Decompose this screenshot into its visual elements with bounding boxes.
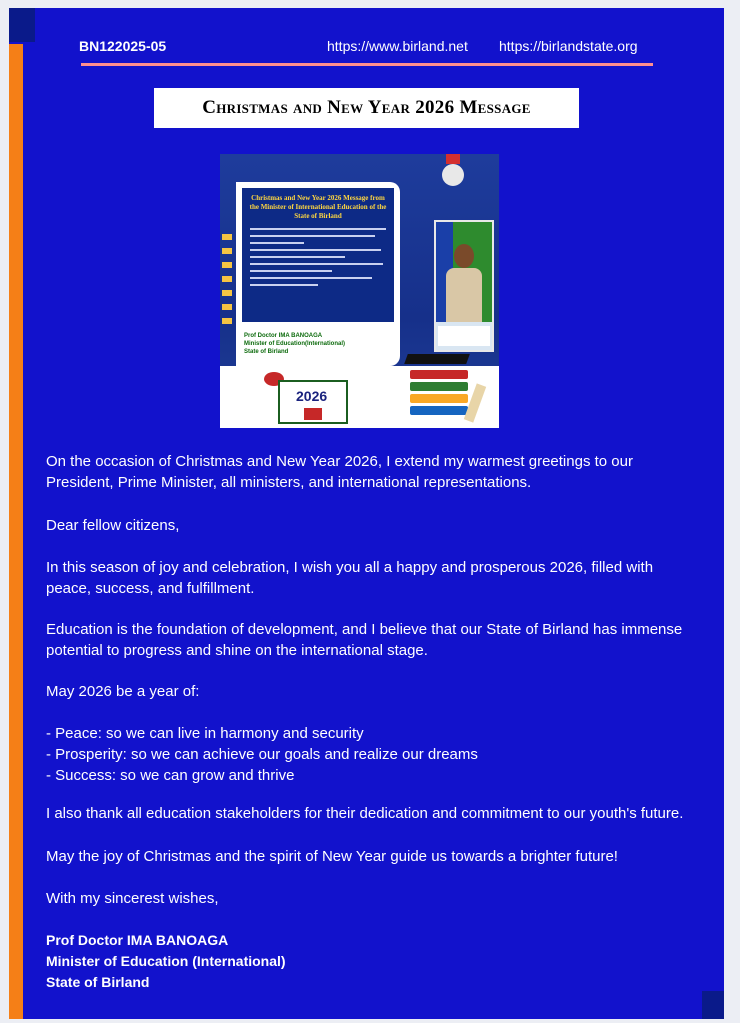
accent-bar <box>9 44 23 1019</box>
christmas-ornament-icon <box>442 164 464 186</box>
tinsel-decoration <box>222 234 232 324</box>
signatory-organization: State of Birland <box>46 974 150 990</box>
poster-text-block <box>250 228 386 291</box>
signature-block <box>46 930 286 993</box>
page-title: Christmas and New Year 2026 Message <box>202 97 531 118</box>
message-greeting: Dear fellow citizens, <box>46 517 180 534</box>
ornament-bow-icon <box>446 154 460 164</box>
gift-bow-icon <box>304 408 322 420</box>
letter-page <box>9 8 724 1019</box>
signatory-position: Minister of Education (International) <box>46 953 286 969</box>
title-banner <box>154 88 579 128</box>
wishes-list <box>46 723 478 786</box>
minister-portrait <box>434 220 494 352</box>
corner-decoration <box>702 991 724 1019</box>
graduation-cap-icon <box>404 354 470 364</box>
message-poster-image <box>220 154 499 428</box>
message-paragraph: I also thank all education stakeholders for their dedication and commitment to our youth's future. <box>46 805 684 822</box>
poster-heading: Christmas and New Year 2026 Message from the Minister of International Education of the State of Birland <box>249 194 387 220</box>
message-paragraph: Education is the foundation of development, and I believe that our State of Birland has immense potential to progress and shine on the international stage. <box>46 621 683 659</box>
signatory-name: Prof Doctor IMA BANOAGA <box>46 932 229 948</box>
message-paragraph: May the joy of Christmas and the spirit of New Year guide us towards a brighter future! <box>46 848 618 865</box>
poster-signature: Prof Doctor IMA BANOAGA Minister of Education(International) State of Birland <box>244 333 346 355</box>
message-paragraph: On the occasion of Christmas and New Year 2026, I extend my warmest greetings to our President, Prime Minister, all ministers, and international representations. <box>46 453 633 491</box>
list-item: - Success: so we can grow and thrive <box>46 767 295 784</box>
corner-decoration <box>9 8 35 42</box>
poster-card <box>236 182 400 366</box>
gift-number: 2026 <box>296 388 328 404</box>
list-intro: May 2026 be a year of: <box>46 683 200 700</box>
header-divider <box>81 63 653 66</box>
website-link-birlandstate-org[interactable]: https://birlandstate.org <box>499 38 638 54</box>
document-reference: BN122025-05 <box>79 38 167 54</box>
books-icon <box>410 370 468 420</box>
list-item: - Prosperity: so we can achieve our goals and realize our dreams <box>46 746 478 763</box>
message-paragraph: In this season of joy and celebration, I wish you all a happy and prosperous 2026, filled with peace, success, and fulfillment. <box>46 559 654 597</box>
list-item: - Peace: so we can live in harmony and security <box>46 725 364 742</box>
website-link-birland-net[interactable]: https://www.birland.net <box>327 38 468 54</box>
message-closing: With my sincerest wishes, <box>46 890 219 907</box>
